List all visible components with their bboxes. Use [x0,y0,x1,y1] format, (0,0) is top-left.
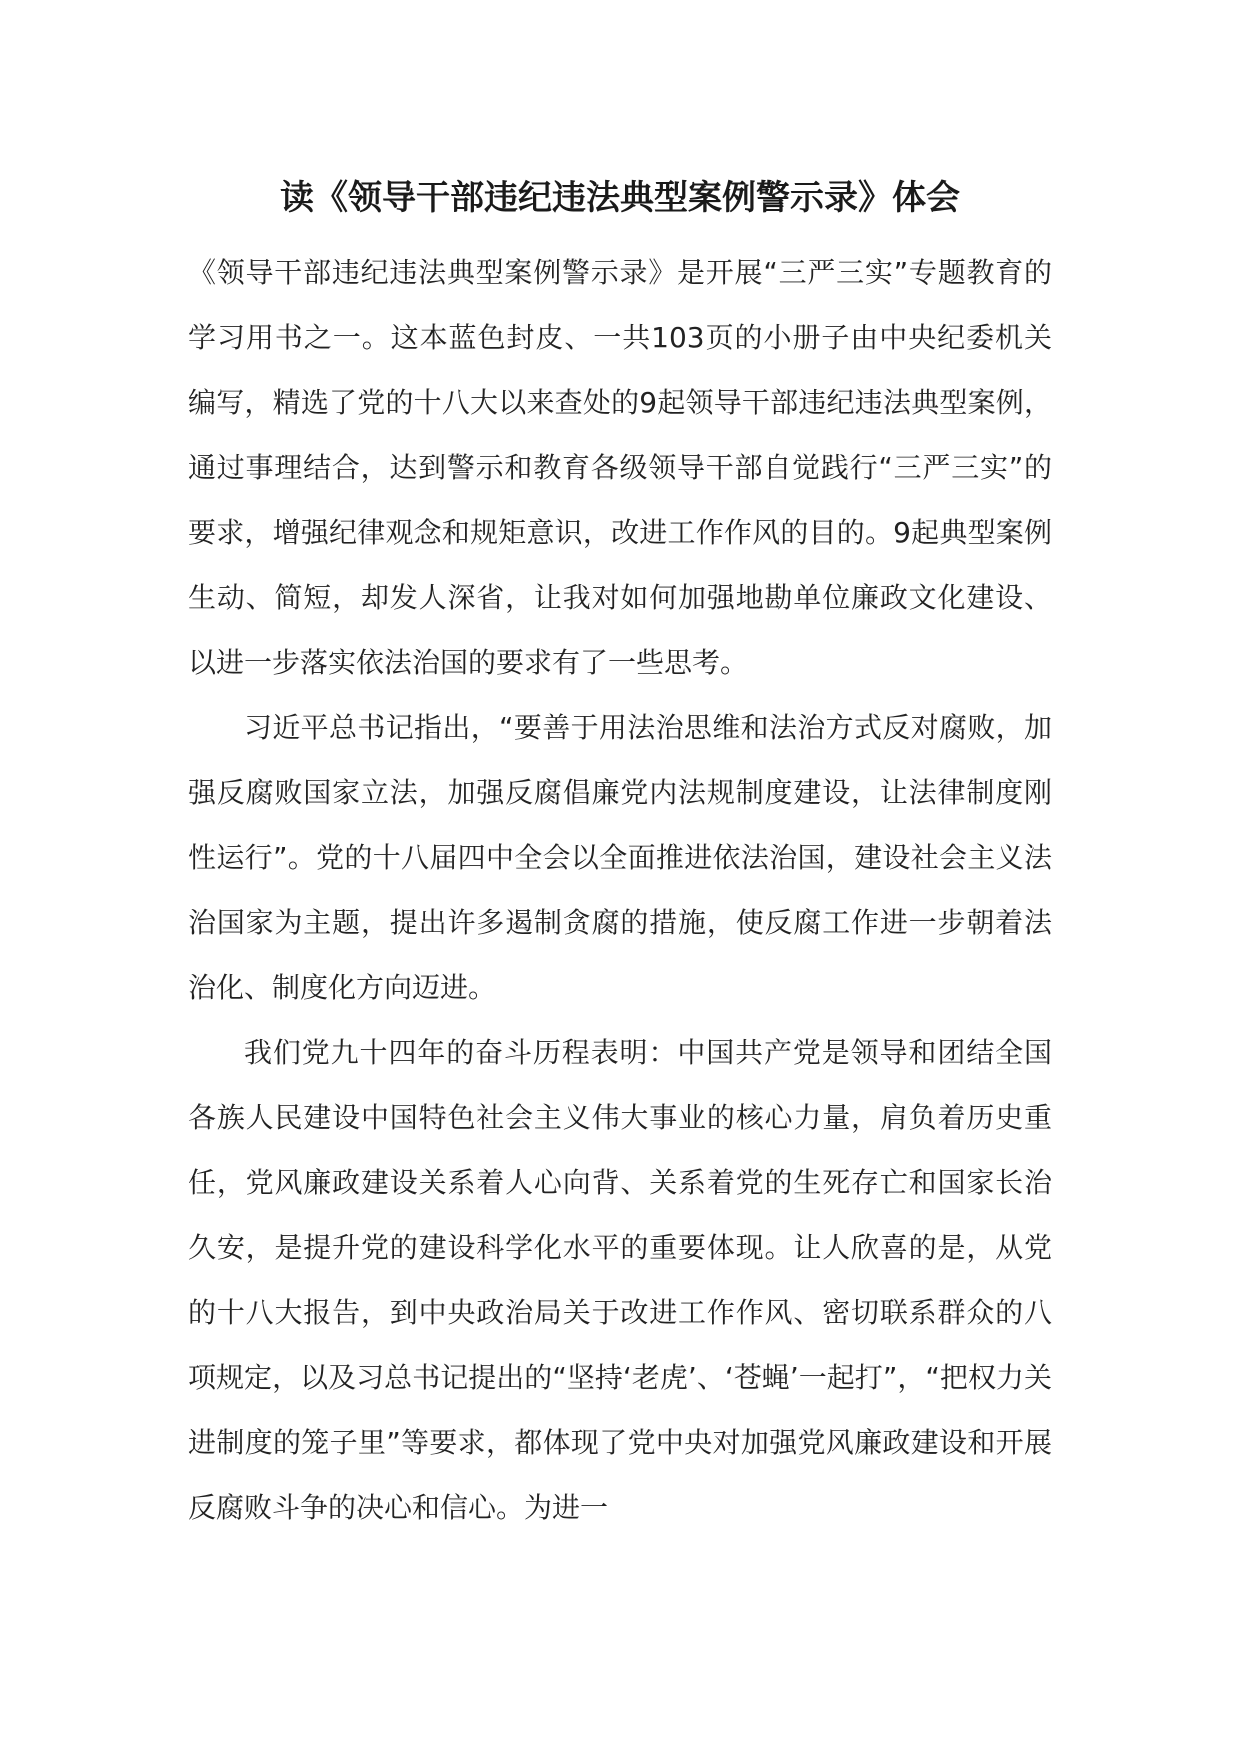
paragraph-intro: 《领导干部违纪违法典型案例警示录》是开展“三严三实”专题教育的学习用书之一。这本蓝色封皮、一共103页的小册子由中央纪委机关编写，精选了党的十八大以来查处的9起领导干部违纪违法典型案例，通过事理结合，达到警示和教育各级领导干部自觉践行“三严三实”的要求，增强纪律观念和规矩意识，改进工作作风的目的。9起典型案例生动、简短，却发人深省，让我对如何加强地勘单位廉政文化建设、以进一步落实依法治国的要求有了一些思考。 [188,256,1052,679]
paragraph-party-history: 我们党九十四年的奋斗历程表明：中国共产党是领导和团结全国各族人民建设中国特色社会主义伟大事业的核心力量，肩负着历史重任，党风廉政建设关系着人心向背、关系着党的生死存亡和国家长治久安，是提升党的建设科学化水平的重要体现。让人欣喜的是，从党的十八大报告，到中央政治局关于改进工作作风、密切联系群众的八项规定，以及习总书记提出的“坚持‘老虎’、‘苍蝇’一起打”，“把权力关进制度的笼子里”等要求，都体现了党中央对加强党风廉政建设和开展反腐败斗争的决心和信心。为进一 [188,1036,1052,1524]
document-title: 读《领导干部违纪违法典型案例警示录》体会 [280,178,960,218]
document-body [188,240,1052,1540]
paragraph-rule-of-law: 习近平总书记指出，“要善于用法治思维和法治方式反对腐败，加强反腐败国家立法，加强反腐倡廉党内法规制度建设，让法律制度刚性运行”。党的十八届四中全会以全面推进依法治国，建设社会主义法治国家为主题，提出许多遏制贪腐的措施，使反腐工作进一步朝着法治化、制度化方向迈进。 [188,711,1052,1004]
